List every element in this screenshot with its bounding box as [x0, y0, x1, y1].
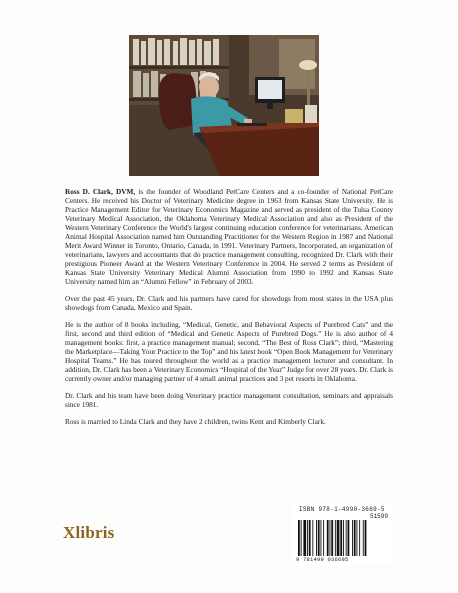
barcode-bar [318, 520, 320, 556]
barcode-bar [357, 520, 358, 556]
isbn-label: ISBN 978-1-4990-3669-5 [299, 506, 385, 513]
author-name: Ross D. Clark, DVM, [65, 187, 136, 196]
barcode-bar [323, 520, 324, 556]
bio-paragraph: Over the past 45 years, Dr. Clark and his partners have cared for showdogs from most states in the USA plus showdogs from Canada, Mexico and Spain. [65, 294, 393, 312]
barcode-bar [331, 520, 333, 556]
barcode-bar [327, 520, 329, 556]
barcode-bar [343, 520, 344, 556]
barcode-bar [316, 520, 317, 556]
barcode-bar [340, 520, 342, 556]
isbn-barcode [292, 504, 394, 565]
barcode-bar [298, 520, 300, 556]
barcode-bar [335, 520, 336, 556]
barcode-bar [354, 520, 356, 556]
barcode-bar [303, 520, 306, 556]
barcode-bar [352, 520, 353, 556]
barcode-bar [337, 520, 340, 556]
author-bio [65, 187, 393, 434]
bio-paragraph-text: is the founder of Woodland PetCare Centers and a co-founder of National PetCare Centers. He received his Doctor of Veterinary Medicine degree in 1963 from Kansas State University. He is Practice Management Editor for Veterinary Economics Magazine and served as president of the Tulsa County Veterinary Medical Association, the Oklahoma Veterinary Medical Association and also as President of the Western Veterinary Conference the World's largest continuing education conference for veterinarians. American Animal Hospital Association named him Outstanding Practitioner for the Western Region in 1987 and National Merit Award Winner in Toronto, Ontario, Canada, in 1991. Veterinary Partners, Incorporated, an organization of veterinarians, lawyers and accountants that do practice management consulting, recognized Dr. Clark with their prestigious Pioneer Award at the Western Veterinary Conference in 2004. He served 2 terms as President of Kansas State University Veterinary Medical Alumni Association from 1990 to 1992 and Kansas State University named him an “Alumni Fellow” in February of 2003. [65, 187, 393, 286]
barcode-bar [321, 520, 322, 556]
bio-paragraph: He is the author of 8 books including, “Medical, Genetic, and Behavioral Aspects of Purebred Cats” and the first, second and third edition of “Medical and Genetic Aspects of Purebred Dogs.” He is also author of 4 management books: first, a practice management manual; second, “The Best of Ross Clark”; third, “Mastering the Marketplace—Taking Your Practice to the Top” and his latest book “Open Book Management for Veterinary Hospital Teams.” He has toured throughout the world as a practice management lecturer and consultant. In addition, Dr. Clark has been a Veterinary Economics “Hospital of the Year” Judge for over 28 years. Dr. Clark is currently owner and/or managing partner of 4 small animal practices and 3 pet resorts in Oklahoma. [65, 320, 393, 383]
barcode-bar [359, 520, 360, 556]
barcode-bar [307, 520, 308, 556]
isbn-price-code: 51599 [369, 513, 388, 520]
barcode-bar [330, 520, 331, 556]
barcode-bar [363, 520, 364, 556]
barcode-bar [309, 520, 311, 556]
bio-paragraph: Dr. Clark and his team have been doing Veterinary practice management consultation, seminars and appraisals since 1981. [65, 391, 393, 409]
bio-paragraph: Ross is married to Linda Clark and they have 2 children, twins Kent and Kimberly Clark. [65, 417, 326, 426]
barcode-bar [348, 520, 350, 556]
barcode-bar [365, 520, 367, 556]
barcode-bar [301, 520, 302, 556]
barcode-bar [312, 520, 313, 556]
barcode-bar [346, 520, 347, 556]
publisher-logo: Xlibris [63, 523, 115, 542]
barcode-bars [298, 520, 388, 556]
author-photo [129, 35, 319, 176]
bio-paragraph [65, 187, 393, 286]
isbn-digits: 9 781499 036695 [296, 556, 349, 563]
